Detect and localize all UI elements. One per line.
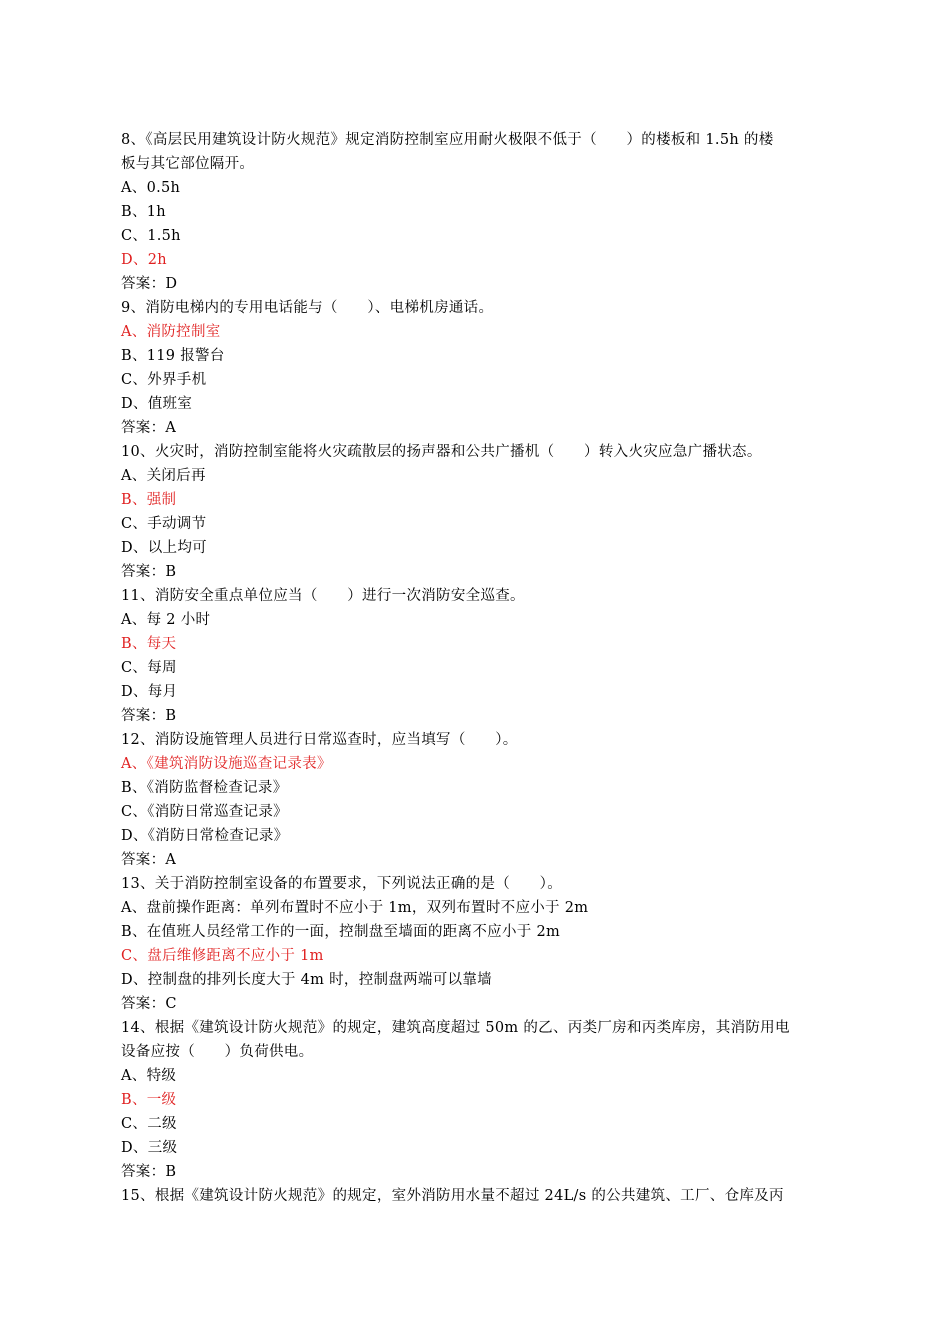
- option-b: B、《消防监督检查记录》: [121, 780, 288, 796]
- question-10: [121, 440, 831, 584]
- answer-line: 答案：B: [121, 708, 177, 724]
- answer-line: 答案：B: [121, 1164, 177, 1180]
- question-9: [121, 296, 831, 440]
- option-a: A、0.5h: [121, 180, 181, 196]
- option-b-correct: B、一级: [121, 1092, 177, 1108]
- option-d: D、值班室: [121, 396, 193, 412]
- question-stem-continued: 板与其它部位隔开。: [121, 156, 255, 172]
- option-c: C、每周: [121, 660, 177, 676]
- option-a: A、盘前操作距离：单列布置时不应小于 1m，双列布置时不应小于 2m: [121, 900, 589, 916]
- option-d: D、《消防日常检查记录》: [121, 828, 289, 844]
- option-b: B、119 报警台: [121, 348, 225, 364]
- answer-line: 答案：D: [121, 276, 178, 292]
- question-stem: 11、消防安全重点单位应当（ ）进行一次消防安全巡查。: [121, 588, 525, 604]
- option-c: C、手动调节: [121, 516, 207, 532]
- question-stem: 12、消防设施管理人员进行日常巡查时，应当填写（ ）。: [121, 732, 518, 748]
- answer-line: 答案：A: [121, 852, 177, 868]
- option-d-correct: D、2h: [121, 252, 167, 268]
- question-stem: 13、关于消防控制室设备的布置要求，下列说法正确的是（ ）。: [121, 876, 562, 892]
- option-a-correct: A、《建筑消防设施巡查记录表》: [121, 756, 332, 772]
- document-page: [121, 128, 831, 1208]
- option-a: A、关闭后再: [121, 468, 206, 484]
- option-d: D、三级: [121, 1140, 178, 1156]
- question-stem: 9、消防电梯内的专用电话能与（ ）、电梯机房通话。: [121, 300, 494, 316]
- answer-line: 答案：A: [121, 420, 177, 436]
- option-b-correct: B、强制: [121, 492, 177, 508]
- option-c: C、1.5h: [121, 228, 181, 244]
- option-c-correct: C、盘后维修距离不应小于 1m: [121, 948, 324, 964]
- question-8: [121, 128, 831, 296]
- question-stem-continued: 设备应按（ ）负荷供电。: [121, 1044, 314, 1060]
- question-14: [121, 1016, 831, 1184]
- option-d: D、控制盘的排列长度大于 4m 时，控制盘两端可以靠墙: [121, 972, 492, 988]
- option-a-correct: A、消防控制室: [121, 324, 221, 340]
- answer-line: 答案：B: [121, 564, 177, 580]
- option-a: A、特级: [121, 1068, 177, 1084]
- question-stem: 15、根据《建筑设计防火规范》的规定，室外消防用水量不超过 24L/s 的公共建筑、工厂、仓库及丙: [121, 1188, 784, 1204]
- option-b: B、在值班人员经常工作的一面，控制盘至墙面的距离不应小于 2m: [121, 924, 561, 940]
- question-stem: 10、火灾时，消防控制室能将火灾疏散层的扬声器和公共广播机（ ）转入火灾应急广播状态。: [121, 444, 762, 460]
- question-11: [121, 584, 831, 728]
- question-12: [121, 728, 831, 872]
- question-stem: 14、根据《建筑设计防火规范》的规定，建筑高度超过 50m 的乙、丙类厂房和丙类库房，其消防用电: [121, 1020, 790, 1036]
- option-c: C、外界手机: [121, 372, 207, 388]
- option-b: B、1h: [121, 204, 166, 220]
- option-a: A、每 2 小时: [121, 612, 211, 628]
- option-c: C、《消防日常巡查记录》: [121, 804, 288, 820]
- option-d: D、以上均可: [121, 540, 207, 556]
- question-13: [121, 872, 831, 1016]
- option-c: C、二级: [121, 1116, 177, 1132]
- question-15: [121, 1184, 831, 1208]
- answer-line: 答案：C: [121, 996, 177, 1012]
- option-b-correct: B、每天: [121, 636, 177, 652]
- question-stem: 8、《高层民用建筑设计防火规范》规定消防控制室应用耐火极限不低于（ ）的楼板和 1.5h 的楼: [121, 132, 774, 148]
- option-d: D、每月: [121, 684, 178, 700]
